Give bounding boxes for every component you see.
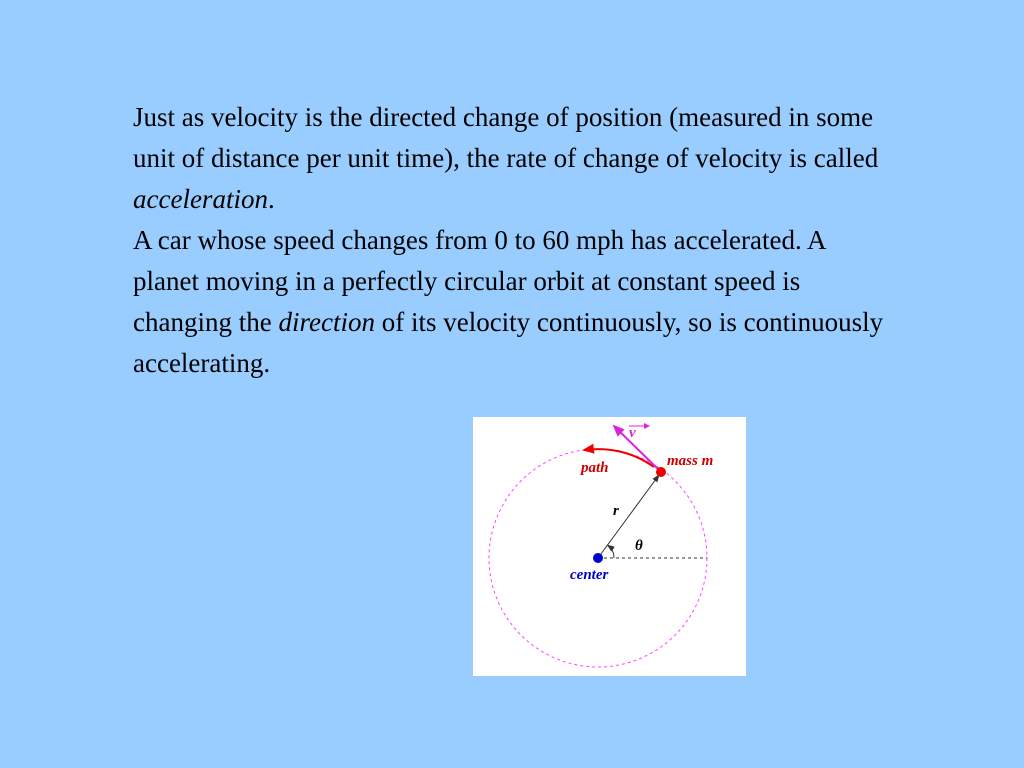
term-acceleration: acceleration — [133, 184, 268, 214]
paragraph-1-text: Just as velocity is the directed change of position (measured in some unit of distance per unit time), the rate of change of velocity is called — [133, 102, 879, 173]
radius-label: r — [613, 503, 619, 519]
velocity-vector — [614, 426, 660, 471]
paragraph-2-end: of its velocity continuously, so is continuously accelerating. — [133, 307, 884, 378]
paragraph-acceleration-definition — [133, 97, 893, 220]
mass-label: mass m — [667, 453, 714, 469]
circular-motion-diagram — [473, 417, 746, 676]
radius-vector — [598, 475, 659, 558]
paragraph-1-end: . — [267, 184, 275, 214]
angle-arc — [608, 545, 615, 558]
path-label: path — [581, 460, 609, 476]
term-direction: direction — [278, 307, 375, 337]
velocity-label: v — [629, 425, 636, 441]
circular-motion-svg — [473, 417, 746, 676]
slide-body-text — [133, 97, 893, 384]
paragraph-2-text: A car whose speed changes from 0 to 60 mph has accelerated. A planet moving in a perfectly circular orbit at constant speed is changing the — [133, 225, 826, 337]
center-label: center — [570, 567, 609, 583]
angle-label: θ — [635, 538, 643, 554]
center-point — [593, 553, 603, 563]
paragraph-examples — [133, 220, 893, 384]
mass-point — [656, 467, 666, 477]
